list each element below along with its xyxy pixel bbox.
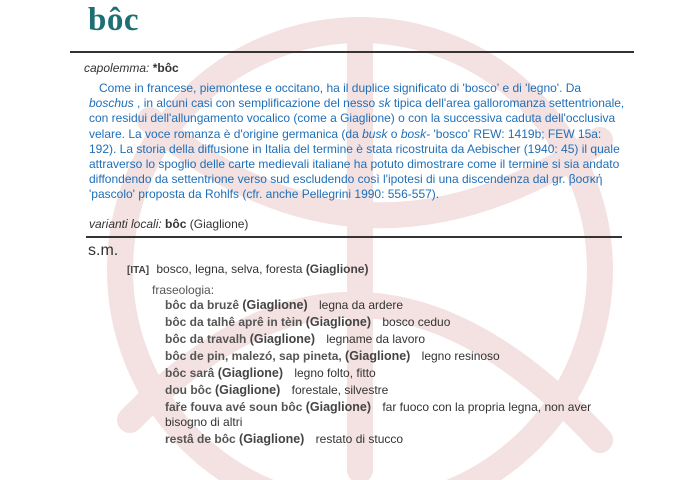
phrase-source: (Giaglione): [345, 349, 411, 363]
phrase-item: [165, 383, 605, 398]
sense-source: (Giaglione): [305, 262, 369, 276]
phrase-expression: restâ de bôc: [165, 432, 236, 446]
fraseologia-label: fraseologia:: [152, 283, 215, 297]
etymology-segment: bosk-: [400, 126, 431, 141]
phrase-gloss: legname da lavoro: [326, 332, 426, 346]
phrase-expression: bôc sarâ: [165, 366, 215, 380]
etymology-segment: , in alcuni casi con semplificazione del nesso: [133, 96, 379, 111]
varianti-place: (Giaglione): [189, 217, 249, 231]
etymology-segment: 'bosco' REW: 1419b; FEW 15a: 192). La storia della diffusione in Italia del termine è stata ricostruita da Aebischer (1940: 45) il quale attraverso lo spoglio delle carte medievali italiane ha potuto dimostrare come il termine si sia andato diffondendo da settentrione verso sud escludendo così l'ipotesi di una discendenza dal gr. βοσκή 'pascolo' proposta da Rohlfs (cfr. anche Pellegrini 1990: 556-557).: [89, 126, 620, 202]
capolemma-label: capolemma:: [84, 61, 150, 75]
phrase-source: (Giaglione): [305, 400, 371, 414]
etymology-segment: busk: [362, 126, 388, 141]
varianti-locali: [89, 217, 248, 231]
phrase-source: (Giaglione): [242, 298, 308, 312]
phrase-gloss: forestale, silvestre: [291, 383, 389, 397]
etymology-segment: Come in francese, piemontese e occitano, ha il duplice significato di 'bosco' e di 'legno'. Da: [99, 81, 582, 95]
phrase-source: (Giaglione): [249, 332, 315, 346]
phrase-item: [165, 366, 605, 381]
phrase-gloss: bosco ceduo: [382, 315, 451, 329]
etymology-text: [89, 81, 629, 203]
varianti-form: bôc: [165, 217, 187, 231]
phrase-gloss: far fuoco con la propria legna, non aver bisogno di altri: [165, 400, 592, 429]
etymology-segment: o: [387, 126, 401, 141]
phrase-item: [165, 432, 605, 447]
grammatical-category: s.m.: [88, 242, 119, 259]
phrase-source: (Giaglione): [215, 383, 281, 397]
phrase-gloss: legna da ardere: [318, 298, 404, 312]
phrase-expression: bôc da talhê aprê in tèin: [165, 315, 303, 329]
phrase-expression: bôc da travalh: [165, 332, 247, 346]
phrase-item: [165, 315, 605, 330]
capolemma-value: *bôc: [152, 61, 179, 75]
divider-top: [70, 51, 634, 53]
phrase-gloss: legno folto, fitto: [294, 366, 376, 380]
phrase-item: [165, 349, 605, 364]
phrase-item: [165, 400, 605, 430]
entry-title: bôc: [88, 2, 139, 38]
phrase-gloss: legno resinoso: [421, 349, 500, 363]
etymology-segment: sk: [378, 96, 391, 111]
phrase-expression: bôc de pin, malezó, sap pineta,: [165, 349, 342, 363]
capolemma: [84, 61, 179, 75]
phrase-source: (Giaglione): [239, 432, 305, 446]
phrase-source: (Giaglione): [217, 366, 283, 380]
phrase-expression: faře fouva avé soun bôc: [165, 400, 303, 414]
etymology-segment: tipica dell'area galloromanza settentrionale, con residui dell'allungamento vocalico (come a Giaglione) o con la successiva caduta dell'occlusiva velare. La voce romanza è d'origine germanica (da: [89, 96, 625, 141]
phrase-expression: dou bôc: [165, 383, 212, 397]
sense-text: bosco, legna, selva, foresta: [156, 262, 303, 276]
phrase-expression: bôc da bruzê: [165, 298, 240, 312]
divider-middle: [86, 236, 622, 238]
phrase-item: [165, 298, 605, 313]
phrase-gloss: restato di stucco: [315, 432, 404, 446]
language-tag: [ITA]: [127, 265, 150, 276]
etymology-segment: boschus: [89, 96, 134, 111]
phrase-source: (Giaglione): [305, 315, 371, 329]
phrase-item: [165, 332, 605, 347]
sense-definition: [127, 262, 368, 276]
varianti-label: varianti locali:: [89, 217, 162, 231]
